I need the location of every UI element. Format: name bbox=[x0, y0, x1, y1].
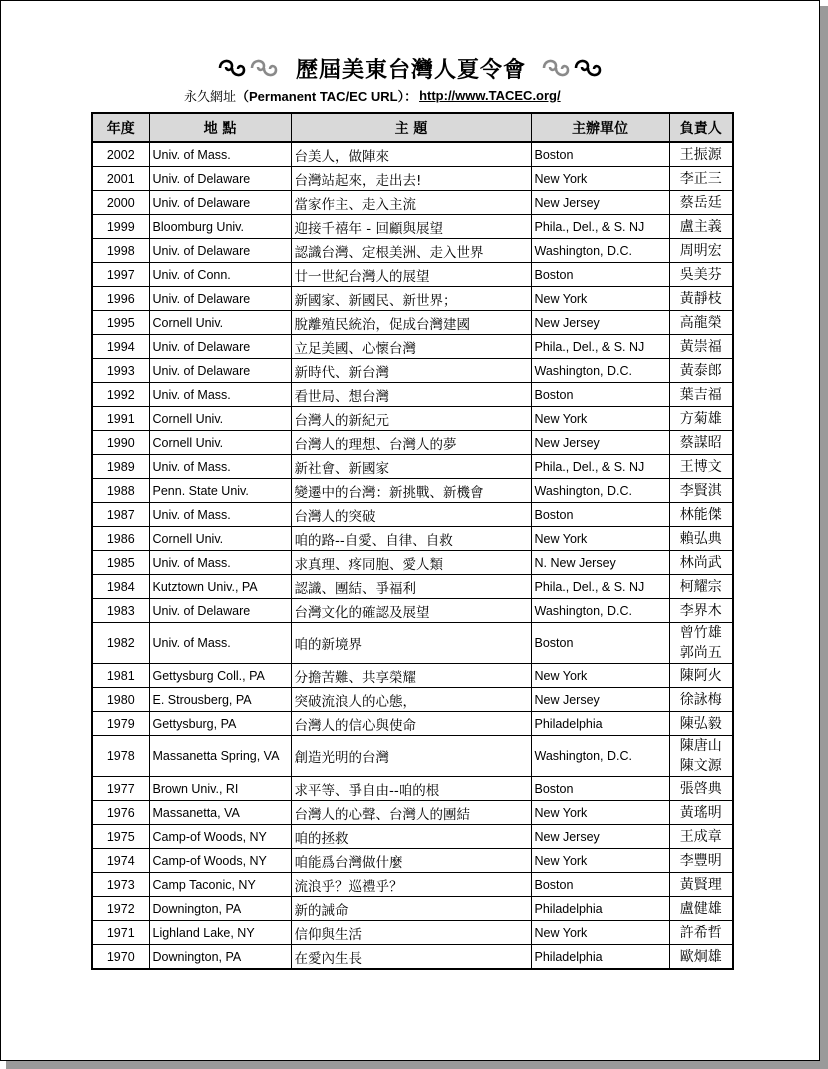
table-row bbox=[92, 311, 733, 335]
year-cell: 1995 bbox=[92, 311, 149, 335]
person-name: 盧健雄 bbox=[679, 900, 722, 917]
person-cell bbox=[669, 712, 733, 736]
theme-cell: 台灣文化的確認及展望 bbox=[291, 599, 531, 623]
person-cell bbox=[669, 688, 733, 712]
table-row bbox=[92, 945, 733, 970]
person-name: 王博文 bbox=[679, 458, 722, 475]
table-row bbox=[92, 239, 733, 263]
theme-cell: 台灣人的心聲、台灣人的團結 bbox=[291, 801, 531, 825]
place-cell: Downington, PA bbox=[149, 897, 291, 921]
host-cell: Philadelphia bbox=[531, 897, 669, 921]
title-row bbox=[1, 51, 821, 85]
person-name: 方菊雄 bbox=[679, 410, 722, 427]
person-cell bbox=[669, 239, 733, 263]
theme-cell: 新時代、新台灣 bbox=[291, 359, 531, 383]
theme-cell: 當家作主、走入主流 bbox=[291, 191, 531, 215]
header-place: 地 點 bbox=[149, 113, 291, 142]
person-name: 徐詠梅 bbox=[679, 691, 722, 708]
table-row bbox=[92, 431, 733, 455]
table-row bbox=[92, 359, 733, 383]
person-name: 王振源 bbox=[679, 146, 722, 163]
theme-cell: 新社會、新國家 bbox=[291, 455, 531, 479]
theme-cell: 認識、團結、爭福利 bbox=[291, 575, 531, 599]
theme-cell: 變遷中的台灣：新挑戰、新機會 bbox=[291, 479, 531, 503]
permanent-url-link[interactable]: http://www.TACEC.org/ bbox=[419, 87, 561, 103]
place-cell: Univ. of Mass. bbox=[149, 455, 291, 479]
year-cell: 1977 bbox=[92, 777, 149, 801]
year-cell: 1972 bbox=[92, 897, 149, 921]
table-row bbox=[92, 575, 733, 599]
year-cell: 1987 bbox=[92, 503, 149, 527]
person-cell bbox=[669, 873, 733, 897]
theme-cell: 咱的拯救 bbox=[291, 825, 531, 849]
place-cell: Univ. of Delaware bbox=[149, 167, 291, 191]
header-person: 負責人 bbox=[669, 113, 733, 142]
theme-cell: 脫離殖民統治，促成台灣建國 bbox=[291, 311, 531, 335]
place-cell: Massanetta Spring, VA bbox=[149, 736, 291, 777]
person-cell bbox=[669, 777, 733, 801]
theme-cell: 認識台灣、定根美洲、走入世界 bbox=[291, 239, 531, 263]
year-cell: 2002 bbox=[92, 142, 149, 167]
place-cell: Bloomburg Univ. bbox=[149, 215, 291, 239]
place-cell: Brown Univ., RI bbox=[149, 777, 291, 801]
person-name: 蔡謀昭 bbox=[679, 434, 722, 451]
person-cell bbox=[669, 503, 733, 527]
year-cell: 1985 bbox=[92, 551, 149, 575]
theme-cell: 台灣站起來，走出去! bbox=[291, 167, 531, 191]
host-cell: Washington, D.C. bbox=[531, 239, 669, 263]
header-host: 主辦單位 bbox=[531, 113, 669, 142]
year-cell: 1993 bbox=[92, 359, 149, 383]
person-name: 張啓典 bbox=[679, 780, 722, 797]
place-cell: Camp Taconic, NY bbox=[149, 873, 291, 897]
host-cell: New York bbox=[531, 407, 669, 431]
table-row bbox=[92, 142, 733, 167]
page-shadow-right bbox=[820, 6, 828, 1069]
person-name: 吳美芬 bbox=[679, 266, 722, 283]
table-row bbox=[92, 623, 733, 664]
year-cell: 1988 bbox=[92, 479, 149, 503]
host-cell: Boston bbox=[531, 142, 669, 167]
page-shadow-bottom bbox=[6, 1061, 828, 1069]
person-name: 歐炯雄 bbox=[679, 948, 722, 965]
year-cell: 1974 bbox=[92, 849, 149, 873]
person-cell bbox=[669, 383, 733, 407]
person-name: 李界木 bbox=[679, 602, 722, 619]
theme-cell: 台灣人的理想、台灣人的夢 bbox=[291, 431, 531, 455]
host-cell: Boston bbox=[531, 777, 669, 801]
theme-cell: 咱的新境界 bbox=[291, 623, 531, 664]
year-cell: 1991 bbox=[92, 407, 149, 431]
table-row bbox=[92, 215, 733, 239]
person-cell bbox=[669, 287, 733, 311]
year-cell: 2001 bbox=[92, 167, 149, 191]
person-cell bbox=[669, 599, 733, 623]
scroll-ornament-right-icon bbox=[540, 55, 606, 81]
host-cell: New Jersey bbox=[531, 825, 669, 849]
place-cell: Univ. of Delaware bbox=[149, 599, 291, 623]
host-cell: Philadelphia bbox=[531, 945, 669, 970]
host-cell: New Jersey bbox=[531, 431, 669, 455]
theme-cell: 求平等、爭自由--咱的根 bbox=[291, 777, 531, 801]
table-row bbox=[92, 801, 733, 825]
person-cell bbox=[669, 575, 733, 599]
year-cell: 1994 bbox=[92, 335, 149, 359]
host-cell: Washington, D.C. bbox=[531, 359, 669, 383]
table-row bbox=[92, 167, 733, 191]
person-name: 王成章 bbox=[679, 828, 722, 845]
place-cell: E. Strousberg, PA bbox=[149, 688, 291, 712]
theme-cell: 廿一世紀台灣人的展望 bbox=[291, 263, 531, 287]
table-row bbox=[92, 664, 733, 688]
theme-cell: 求真理、疼同胞、愛人類 bbox=[291, 551, 531, 575]
place-cell: Massanetta, VA bbox=[149, 801, 291, 825]
theme-cell: 在愛內生長 bbox=[291, 945, 531, 970]
place-cell: Kutztown Univ., PA bbox=[149, 575, 291, 599]
year-cell: 1978 bbox=[92, 736, 149, 777]
host-cell: Boston bbox=[531, 263, 669, 287]
host-cell: Boston bbox=[531, 623, 669, 664]
host-cell: Washington, D.C. bbox=[531, 479, 669, 503]
header-theme: 主 題 bbox=[291, 113, 531, 142]
person-name: 陳唐山 bbox=[679, 738, 722, 754]
table-row bbox=[92, 599, 733, 623]
place-cell: Penn. State Univ. bbox=[149, 479, 291, 503]
person-cell bbox=[669, 825, 733, 849]
place-cell: Univ. of Conn. bbox=[149, 263, 291, 287]
year-cell: 1992 bbox=[92, 383, 149, 407]
conference-history-table bbox=[91, 112, 734, 970]
place-cell: Cornell Univ. bbox=[149, 311, 291, 335]
place-cell: Camp-of Woods, NY bbox=[149, 825, 291, 849]
person-cell bbox=[669, 527, 733, 551]
host-cell: New York bbox=[531, 801, 669, 825]
place-cell: Univ. of Mass. bbox=[149, 383, 291, 407]
year-cell: 1970 bbox=[92, 945, 149, 970]
place-cell: Gettysburg Coll., PA bbox=[149, 664, 291, 688]
person-cell bbox=[669, 455, 733, 479]
table-row bbox=[92, 527, 733, 551]
place-cell: Univ. of Mass. bbox=[149, 503, 291, 527]
person-name: 葉吉福 bbox=[679, 386, 722, 403]
person-name: 黃崇福 bbox=[679, 338, 722, 355]
place-cell: Univ. of Mass. bbox=[149, 142, 291, 167]
person-cell bbox=[669, 311, 733, 335]
host-cell: New York bbox=[531, 287, 669, 311]
table-row bbox=[92, 873, 733, 897]
host-cell: New York bbox=[531, 664, 669, 688]
person-cell bbox=[669, 551, 733, 575]
person-name: 李賢淇 bbox=[679, 482, 722, 499]
year-cell: 1990 bbox=[92, 431, 149, 455]
person-cell bbox=[669, 191, 733, 215]
person-cell bbox=[669, 407, 733, 431]
header-year: 年度 bbox=[92, 113, 149, 142]
year-cell: 1999 bbox=[92, 215, 149, 239]
theme-cell: 台美人，做陣來 bbox=[291, 142, 531, 167]
theme-cell: 台灣人的突破 bbox=[291, 503, 531, 527]
person-name: 黃賢理 bbox=[679, 876, 722, 893]
host-cell: Washington, D.C. bbox=[531, 736, 669, 777]
person-cell bbox=[669, 263, 733, 287]
theme-cell: 新的誡命 bbox=[291, 897, 531, 921]
theme-cell: 咱的路--自愛、自律、自救 bbox=[291, 527, 531, 551]
table-row bbox=[92, 551, 733, 575]
permanent-url-label-zh: 永久網址 bbox=[184, 89, 237, 105]
person-cell bbox=[669, 623, 733, 664]
person-name: 陳文源 bbox=[679, 758, 722, 774]
person-name: 陳弘毅 bbox=[679, 715, 722, 732]
person-cell bbox=[669, 921, 733, 945]
year-cell: 1973 bbox=[92, 873, 149, 897]
year-cell: 1981 bbox=[92, 664, 149, 688]
year-cell: 1971 bbox=[92, 921, 149, 945]
person-cell bbox=[669, 215, 733, 239]
place-cell: Gettysburg, PA bbox=[149, 712, 291, 736]
person-cell bbox=[669, 945, 733, 970]
host-cell: Washington, D.C. bbox=[531, 599, 669, 623]
host-cell: Phila., Del., & S. NJ bbox=[531, 575, 669, 599]
host-cell: Philadelphia bbox=[531, 712, 669, 736]
year-cell: 1998 bbox=[92, 239, 149, 263]
table-row bbox=[92, 777, 733, 801]
table-row bbox=[92, 383, 733, 407]
host-cell: Boston bbox=[531, 873, 669, 897]
table-row bbox=[92, 455, 733, 479]
year-cell: 1983 bbox=[92, 599, 149, 623]
person-name: 李豐明 bbox=[679, 852, 722, 869]
table-header-row bbox=[92, 113, 733, 142]
place-cell: Univ. of Mass. bbox=[149, 623, 291, 664]
table-row bbox=[92, 849, 733, 873]
place-cell: Univ. of Delaware bbox=[149, 287, 291, 311]
host-cell: Boston bbox=[531, 383, 669, 407]
person-name: 賴弘典 bbox=[679, 530, 722, 547]
person-cell bbox=[669, 736, 733, 777]
place-cell: Cornell Univ. bbox=[149, 407, 291, 431]
table-row bbox=[92, 287, 733, 311]
year-cell: 1979 bbox=[92, 712, 149, 736]
host-cell: Phila., Del., & S. NJ bbox=[531, 215, 669, 239]
theme-cell: 創造光明的台灣 bbox=[291, 736, 531, 777]
year-cell: 1997 bbox=[92, 263, 149, 287]
person-name: 黃泰郎 bbox=[679, 362, 722, 379]
theme-cell: 迎接千禧年 - 回顧與展望 bbox=[291, 215, 531, 239]
person-name: 周明宏 bbox=[679, 242, 722, 259]
host-cell: Boston bbox=[531, 503, 669, 527]
person-cell bbox=[669, 142, 733, 167]
year-cell: 1986 bbox=[92, 527, 149, 551]
year-cell: 1976 bbox=[92, 801, 149, 825]
scroll-ornament-left-icon bbox=[216, 55, 282, 81]
host-cell: New York bbox=[531, 167, 669, 191]
table-body bbox=[92, 142, 733, 969]
person-name: 曾竹雄 bbox=[679, 625, 722, 641]
place-cell: Lighland Lake, NY bbox=[149, 921, 291, 945]
page-title: 歷屆美東台灣人夏令會 bbox=[295, 56, 526, 83]
person-cell bbox=[669, 664, 733, 688]
person-name: 黃靜枝 bbox=[679, 290, 722, 307]
place-cell: Camp-of Woods, NY bbox=[149, 849, 291, 873]
table-row bbox=[92, 479, 733, 503]
place-cell: Univ. of Delaware bbox=[149, 335, 291, 359]
person-cell bbox=[669, 167, 733, 191]
host-cell: New Jersey bbox=[531, 688, 669, 712]
host-cell: New York bbox=[531, 921, 669, 945]
person-name: 盧主義 bbox=[679, 218, 722, 235]
table-row bbox=[92, 191, 733, 215]
person-name: 林能傑 bbox=[679, 506, 722, 523]
person-cell bbox=[669, 359, 733, 383]
person-cell bbox=[669, 897, 733, 921]
place-cell: Univ. of Mass. bbox=[149, 551, 291, 575]
person-cell bbox=[669, 479, 733, 503]
theme-cell: 信仰與生活 bbox=[291, 921, 531, 945]
person-name: 李正三 bbox=[679, 170, 722, 187]
table-row bbox=[92, 736, 733, 777]
theme-cell: 看世局、想台灣 bbox=[291, 383, 531, 407]
person-name: 蔡岳廷 bbox=[679, 194, 722, 211]
person-name: 高龍榮 bbox=[679, 314, 722, 331]
theme-cell: 流浪乎？巡禮乎？ bbox=[291, 873, 531, 897]
person-name: 林尚武 bbox=[679, 554, 722, 571]
permanent-url-label-en: （Permanent TAC/EC URL）： bbox=[236, 88, 418, 104]
person-name: 陳阿火 bbox=[679, 667, 722, 684]
year-cell: 2000 bbox=[92, 191, 149, 215]
year-cell: 1989 bbox=[92, 455, 149, 479]
host-cell: New York bbox=[531, 849, 669, 873]
table-row bbox=[92, 503, 733, 527]
year-cell: 1980 bbox=[92, 688, 149, 712]
person-cell bbox=[669, 849, 733, 873]
host-cell: New Jersey bbox=[531, 311, 669, 335]
host-cell: Phila., Del., & S. NJ bbox=[531, 455, 669, 479]
place-cell: Univ. of Delaware bbox=[149, 239, 291, 263]
table-row bbox=[92, 263, 733, 287]
host-cell: N. New Jersey bbox=[531, 551, 669, 575]
theme-cell: 分擔苦難、共享榮耀 bbox=[291, 664, 531, 688]
table-row bbox=[92, 825, 733, 849]
place-cell: Univ. of Delaware bbox=[149, 191, 291, 215]
person-name: 黃瑤明 bbox=[679, 804, 722, 821]
person-cell bbox=[669, 431, 733, 455]
theme-cell: 立足美國、心懷台灣 bbox=[291, 335, 531, 359]
place-cell: Downington, PA bbox=[149, 945, 291, 970]
theme-cell: 咱能爲台灣做什麼 bbox=[291, 849, 531, 873]
person-name: 許希哲 bbox=[679, 924, 722, 941]
year-cell: 1984 bbox=[92, 575, 149, 599]
theme-cell: 台灣人的信心與使命 bbox=[291, 712, 531, 736]
year-cell: 1996 bbox=[92, 287, 149, 311]
year-cell: 1982 bbox=[92, 623, 149, 664]
table-row bbox=[92, 712, 733, 736]
place-cell: Univ. of Delaware bbox=[149, 359, 291, 383]
table-row bbox=[92, 921, 733, 945]
theme-cell: 新國家、新國民、新世界； bbox=[291, 287, 531, 311]
host-cell: Phila., Del., & S. NJ bbox=[531, 335, 669, 359]
table-row bbox=[92, 688, 733, 712]
table-row bbox=[92, 407, 733, 431]
person-name: 柯耀宗 bbox=[679, 578, 722, 595]
year-cell: 1975 bbox=[92, 825, 149, 849]
host-cell: New Jersey bbox=[531, 191, 669, 215]
place-cell: Cornell Univ. bbox=[149, 527, 291, 551]
table-row bbox=[92, 897, 733, 921]
person-cell bbox=[669, 335, 733, 359]
person-name: 郭尚五 bbox=[679, 645, 722, 661]
place-cell: Cornell Univ. bbox=[149, 431, 291, 455]
host-cell: New York bbox=[531, 527, 669, 551]
person-cell bbox=[669, 801, 733, 825]
table-row bbox=[92, 335, 733, 359]
theme-cell: 突破流浪人的心態， bbox=[291, 688, 531, 712]
permanent-url-line bbox=[184, 85, 561, 105]
theme-cell: 台灣人的新紀元 bbox=[291, 407, 531, 431]
